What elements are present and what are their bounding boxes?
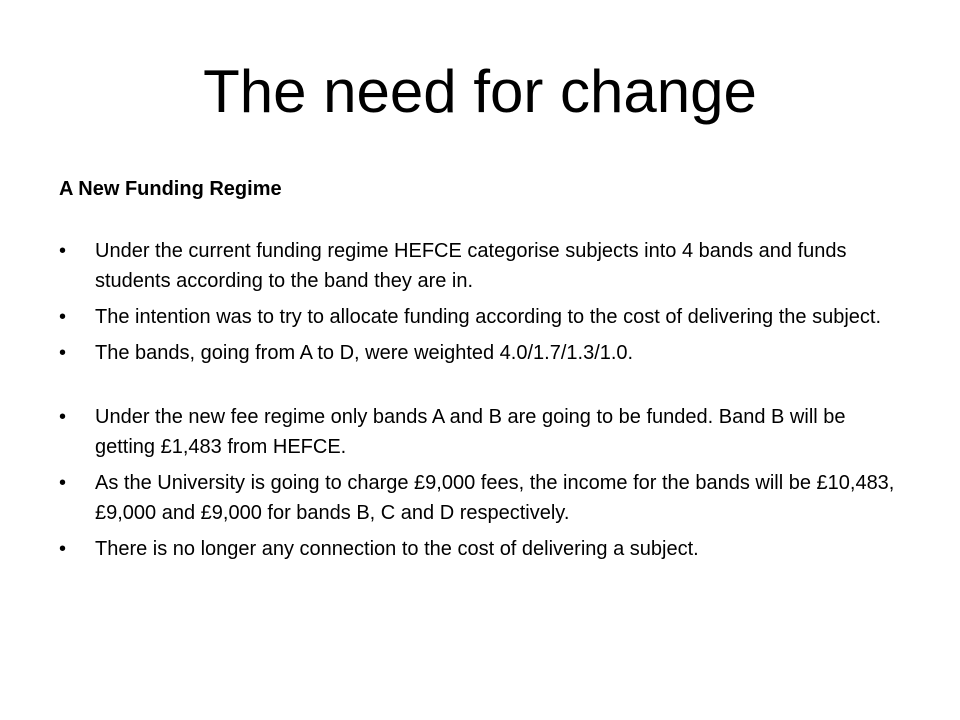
slide-title: The need for change — [203, 58, 757, 125]
bullet-icon: • — [59, 406, 67, 428]
bullet-text: There is no longer any connection to the cost of delivering a subject. — [95, 538, 699, 560]
subheading: A New Funding Regime — [59, 178, 282, 200]
group-spacer — [59, 374, 899, 402]
bullet-item — [59, 236, 899, 296]
bullet-icon: • — [59, 538, 67, 560]
bullet-item — [59, 338, 899, 368]
bullet-list-2 — [59, 402, 899, 564]
bullet-text: The intention was to try to allocate funding according to the cost of delivering the subject. — [95, 306, 882, 328]
bullet-item — [59, 302, 899, 332]
bullet-icon: • — [59, 240, 67, 262]
slide-content — [59, 174, 899, 570]
bullet-text: Under the current funding regime HEFCE categorise subjects into 4 bands and funds students according to the band they are in. — [95, 240, 847, 292]
bullet-item — [59, 534, 899, 564]
bullet-text: Under the new fee regime only bands A and B are going to be funded. Band B will be getting £1,483 from HEFCE. — [95, 406, 846, 458]
bullet-icon: • — [59, 472, 67, 494]
bullet-item — [59, 402, 899, 462]
bullet-text: The bands, going from A to D, were weighted 4.0/1.7/1.3/1.0. — [95, 342, 634, 364]
bullet-icon: • — [59, 306, 67, 328]
bullet-item — [59, 468, 899, 528]
bullet-icon: • — [59, 342, 67, 364]
bullet-text: As the University is going to charge £9,000 fees, the income for the bands will be £10,483, £9,000 and £9,000 for bands B, C and D respectively. — [95, 472, 895, 524]
bullet-list-1 — [59, 236, 899, 368]
